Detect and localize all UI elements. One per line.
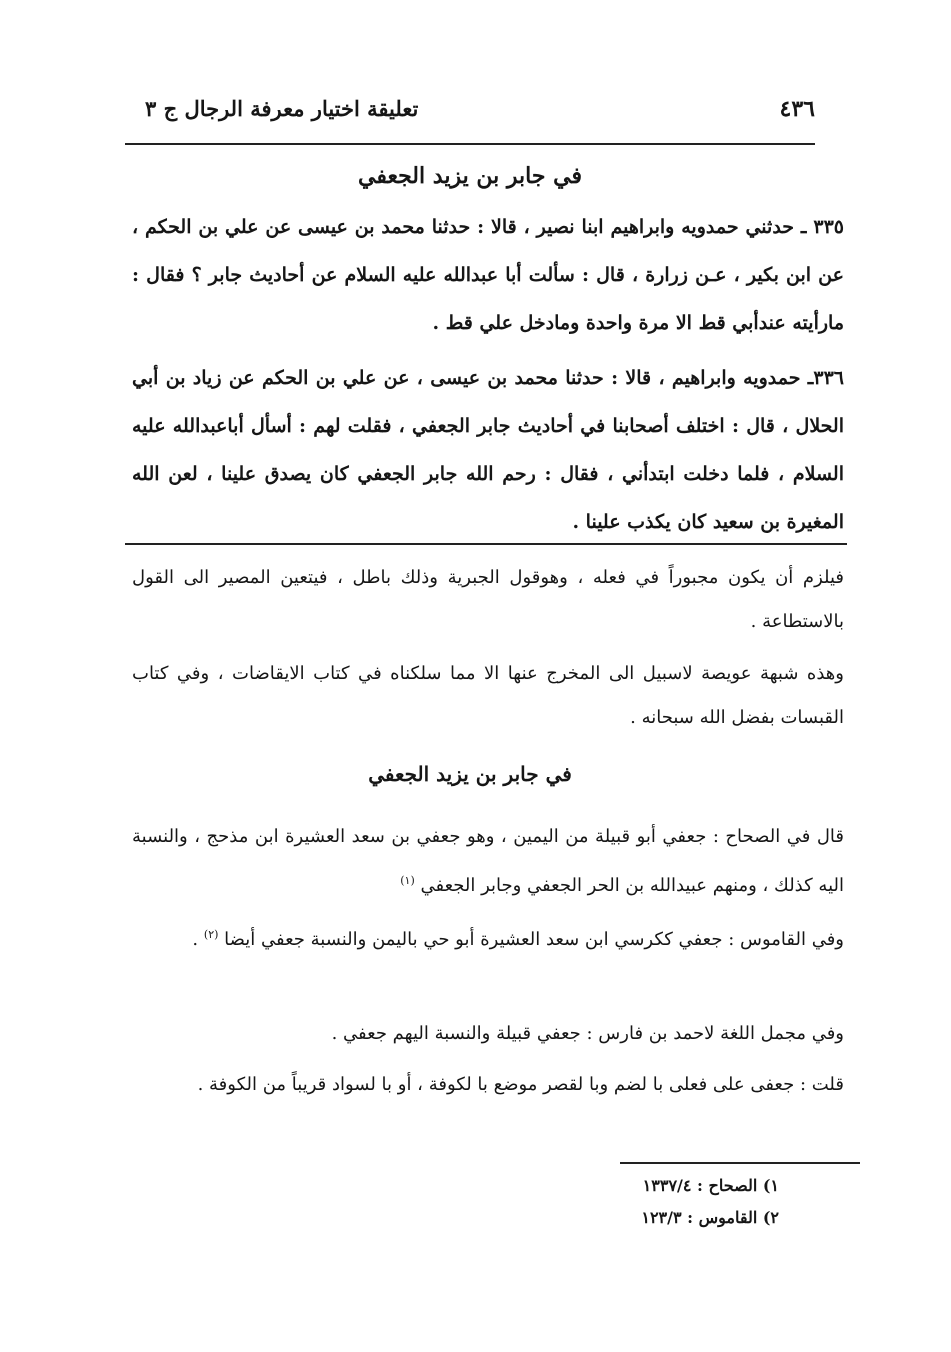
- footnote-marker-1: (١): [400, 874, 415, 887]
- qamus-text: وفي القاموس : جعفي ككرسي ابن سعد العشيرة أبو حي باليمن والنسبة جعفي أيضا: [224, 929, 844, 950]
- mujmal-paragraph: وفي مجمل اللغة لاحمد بن فارس : جعفي قبيلة والنسبة اليهم جعفي .: [331, 1023, 844, 1044]
- qamus-paragraph: [132, 913, 844, 962]
- sihah-text: قال في الصحاح : جعفي أبو قبيلة من اليمين ، وهو جعفي بن سعد العشيرة ابن مذحج ، والنسبة اليه كذلك ، ومنهم عبيدالله بن الحر الجعفي وجابر الجعفي: [132, 826, 844, 896]
- sihah-paragraph: [132, 815, 844, 908]
- author-note-paragraph: قلت : جعفى على فعلى با لضم وبا لقصر موضع با لكوفة ، أو با لسواد قريباً من الكوفة .: [197, 1074, 844, 1095]
- header-rule: [125, 143, 815, 145]
- section-heading-main: في جابر بن يزيد الجعفي: [358, 163, 582, 189]
- page-header: [125, 90, 815, 130]
- commentary-paragraph-1: فيلزم أن يكون مجبوراً في فعله ، وهوقول الجبرية وذلك باطل ، فيتعين المصير الى القول بالاستطاعة .: [132, 567, 844, 632]
- running-title: تعليقة اختيار معرفة الرجال ج ٣: [145, 96, 419, 121]
- qamus-end: .: [192, 929, 199, 950]
- footnote-rule: [620, 1162, 860, 1164]
- commentary-rule: [125, 543, 847, 545]
- footnote-2: ٢) القاموس : ١٢٣/٣: [641, 1208, 779, 1227]
- footnote-marker-2: (٢): [203, 928, 219, 941]
- commentary-paragraph-2: وهذه شبهة عويصة لاسبيل الى المخرج عنها الا مما سلكناه في كتاب الايقاضات ، وفي كتاب القبسات بفضل الله سبحانه .: [132, 663, 844, 728]
- narration-335: ٣٣٥ ـ حدثني حمدويه وابراهيم ابنا نصير ، قالا : حدثنا محمد بن عيسى عن علي بن الحكم ، عن ابن بكير ، عـن زرارة ، قال : سألت أبا عبدالله عليه السلام عن أحاديث جابر ؟ فقال : مارأيته عندأبي قط الا مرة واحدة ومادخل علي قط .: [132, 216, 844, 334]
- footnote-1: ١) الصحاح : ١٣٣٧/٤: [642, 1176, 779, 1195]
- narration-336: ٣٣٦ـ حمدويه وابراهيم ، قالا : حدثنا محمد بن عيسى ، عن علي بن الحكم عن زياد بن أبي الحلال ، قال : اختلف أصحابنا في أحاديث جابر الجعفي ، فقلت لهم : أسأل أباعبدالله عليه السلام ، فلما دخلت ابتدأني ، فقال : رحم الله جابر الجعفي كان يصدق علينا ، لعن الله المغيرة بن سعيد كان يكذب علينا .: [132, 367, 844, 533]
- section-heading-commentary: في جابر بن يزيد الجعفي: [368, 762, 572, 786]
- page-number: ٤٣٦: [779, 96, 815, 122]
